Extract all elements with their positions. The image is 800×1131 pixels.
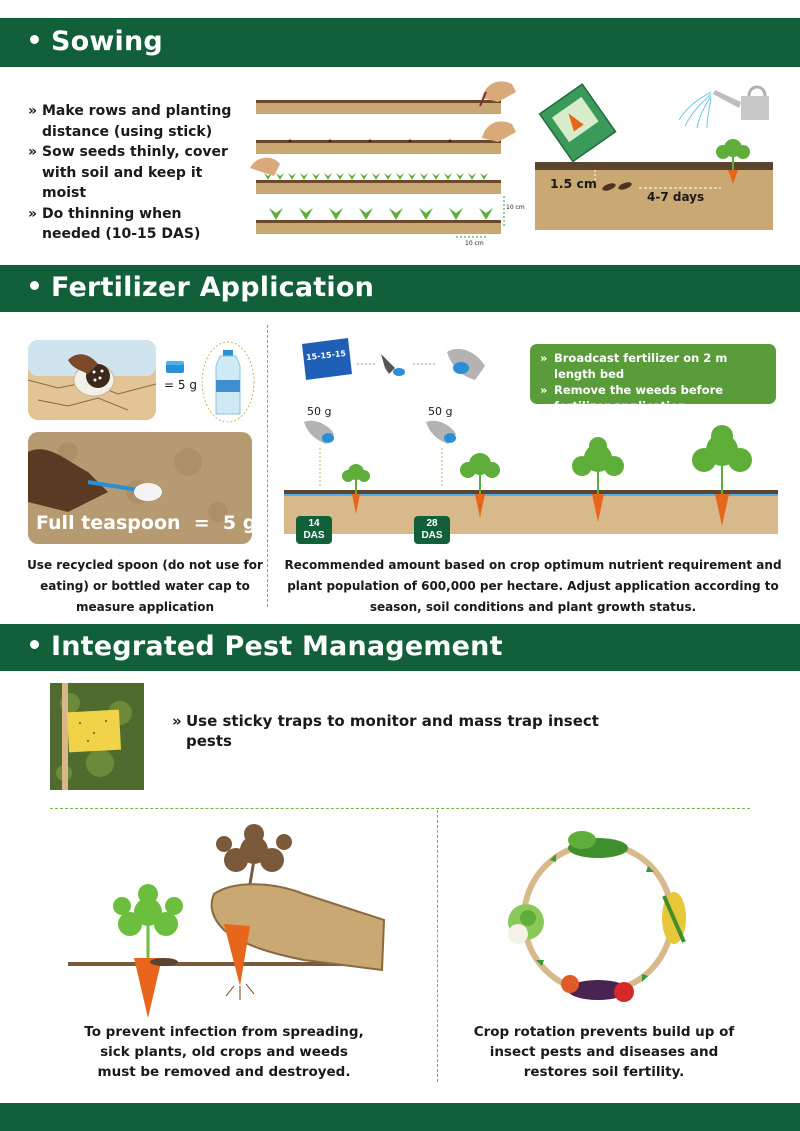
footer-band [0, 1103, 800, 1131]
das-badge-14 [296, 516, 332, 544]
sticky-trap-photo [50, 683, 144, 790]
fertilizer-info-box [530, 344, 776, 413]
crop-rotation-diagram [498, 826, 708, 1016]
fertilizer-steps-icons [355, 340, 495, 390]
teaspoon-label: Full teaspoon = 5 g [36, 512, 257, 534]
fertilizer-divider [267, 325, 268, 607]
fertilizer-info-bullet: » Broadcast fertilizer on 2 m length bed [540, 350, 766, 382]
sowing-depth-illustration [535, 82, 775, 232]
ipm-horizontal-divider [50, 808, 750, 809]
fertilizer-growth-bed [280, 418, 780, 536]
das-unit: DAS [421, 530, 443, 541]
bottle-cap-icon [165, 360, 185, 374]
plant-spacing-label: 10 cm [465, 240, 484, 247]
fertilizer-header [0, 265, 800, 312]
sowing-header [0, 18, 800, 67]
sowing-bullet-list [28, 101, 240, 245]
fertilizer-title: Fertilizer Application [30, 272, 374, 303]
sowing-bullet: » Make rows and planting distance (using stick) [28, 101, 240, 142]
bullet-dot [30, 35, 39, 44]
dose-label-1: 50 g [307, 405, 332, 418]
ipm-bullet-list [172, 711, 632, 751]
cap-label: = 5 g [164, 378, 197, 392]
sowing-title: Sowing [30, 26, 163, 57]
das-badge-28 [414, 516, 450, 544]
fertilizer-bag-label: 15-15-15 [305, 348, 347, 363]
bullet-dot [30, 281, 39, 290]
ipm-vertical-divider [437, 810, 438, 1082]
row-spacing-label: 10 cm [506, 204, 525, 211]
depth-label: 1.5 cm [550, 176, 597, 191]
water-bottle-icon [200, 340, 256, 424]
germination-label: 4-7 days [647, 190, 705, 204]
sowing-bullet: » Do thinning when needed (10-15 DAS) [28, 204, 240, 245]
uproot-illustration [64, 820, 394, 1020]
dose-label-2: 50 g [428, 405, 453, 418]
crop-rotation-caption: Crop rotation prevents build up of insect pests and diseases and restores soil fertility. [473, 1024, 735, 1080]
ipm-header [0, 624, 800, 671]
das-number: 14 [308, 518, 320, 529]
sowing-rows-illustration [250, 80, 530, 250]
hand-scoop-photo [28, 340, 156, 420]
remove-plants-caption: To prevent infection from spreading, sick plants, old crops and weeds must be removed and destroyed. [84, 1024, 364, 1080]
sowing-bullet: » Sow seeds thinly, cover with soil and keep it moist [28, 142, 240, 204]
measure-caption: Use recycled spoon (do not use for eating) or bottled water cap to measure application [27, 558, 263, 614]
ipm-title: Integrated Pest Management [30, 631, 503, 662]
ipm-bullet: » Use sticky traps to monitor and mass trap insect pests [172, 711, 632, 751]
fertilizer-info-bullet: » Remove the weeds before fertilizer application [540, 382, 766, 414]
das-number: 28 [426, 518, 438, 529]
recommendation-caption: Recommended amount based on crop optimum nutrient requirement and plant population of 600,000 per hectare. Adjust application according to season, soil conditions and plant growth status. [284, 558, 782, 614]
das-unit: DAS [303, 530, 325, 541]
bullet-dot [30, 640, 39, 649]
